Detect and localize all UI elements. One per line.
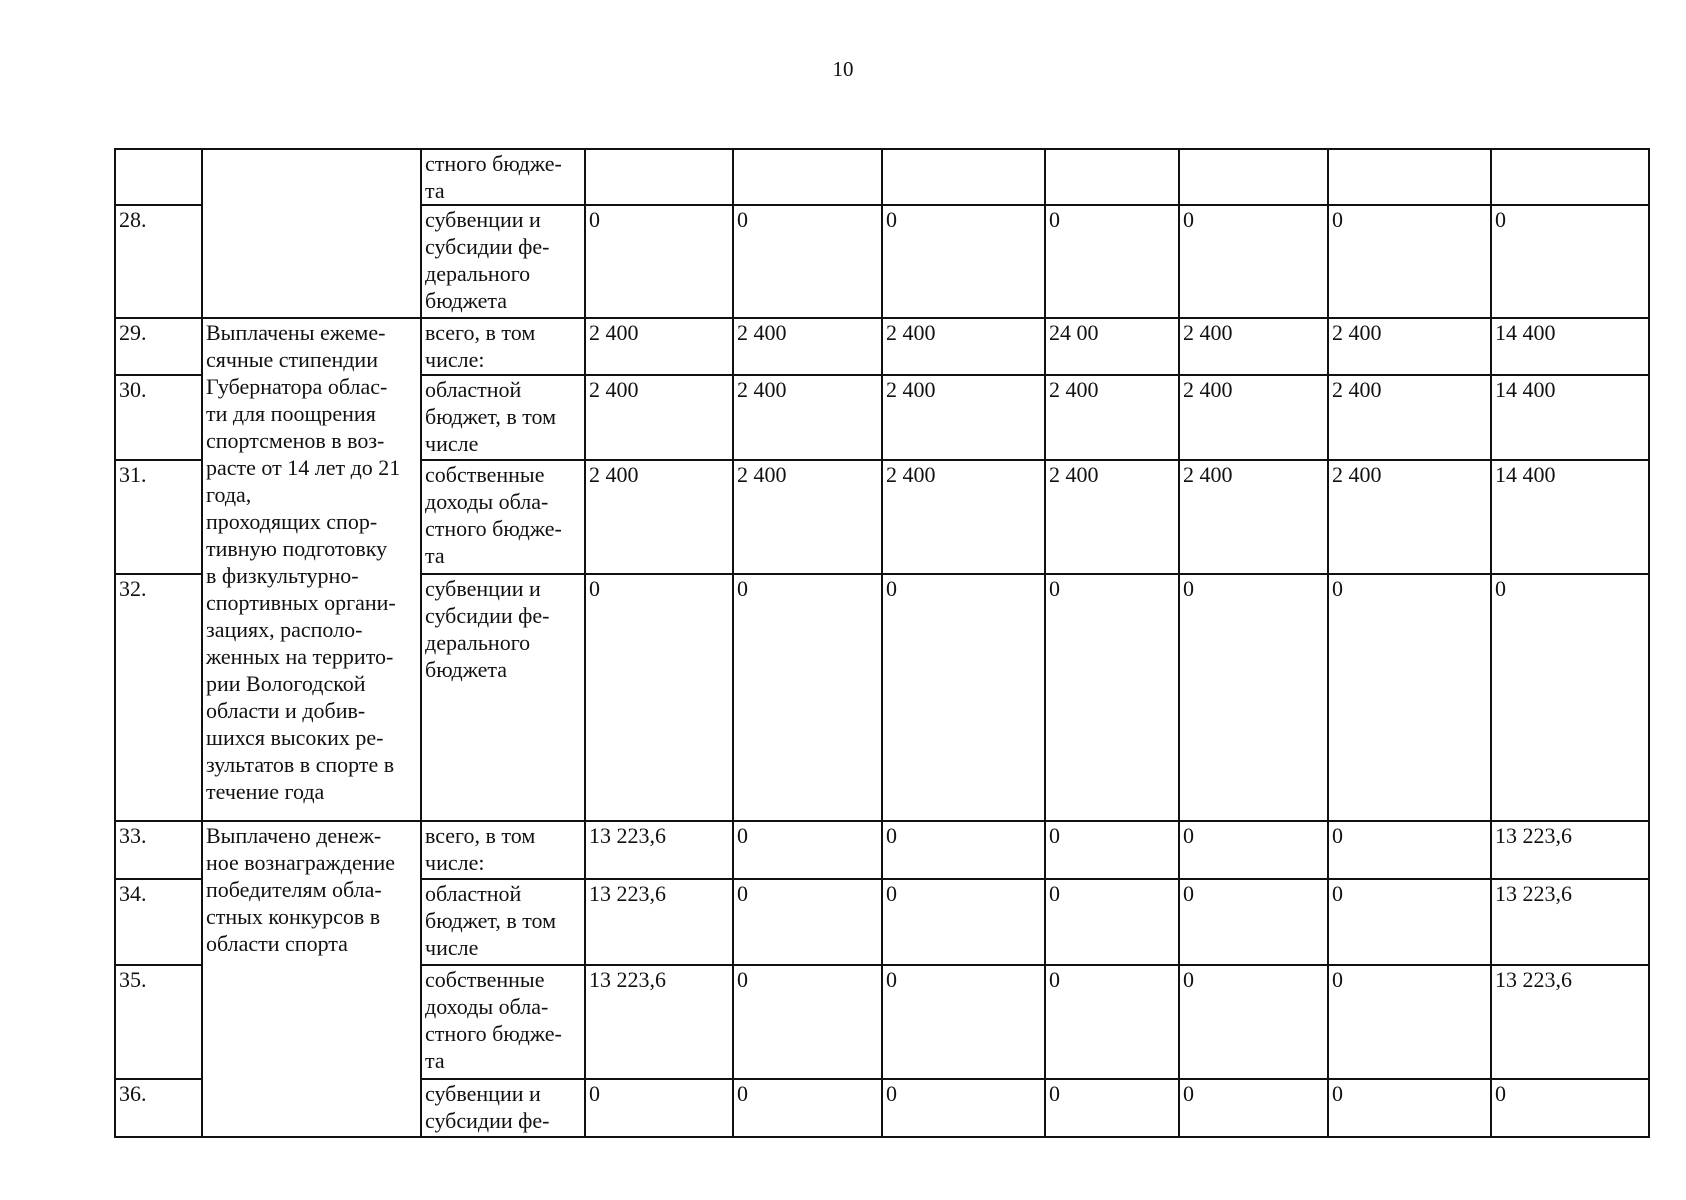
row-number: 34. (115, 879, 202, 965)
value-cell: 0 (733, 821, 882, 879)
value-cell: 0 (1328, 965, 1491, 1079)
value-cell: 0 (733, 1079, 882, 1137)
value-cell: 0 (1045, 574, 1179, 821)
row-description (202, 149, 421, 318)
value-cell: 0 (733, 205, 882, 318)
value-cell: 2 400 (1328, 460, 1491, 574)
value-cell: 24 00 (1045, 318, 1179, 375)
value-cell: 2 400 (733, 375, 882, 460)
value-cell (733, 149, 882, 205)
value-cell (585, 149, 733, 205)
row-description: Выплачены ежеме- сячные стипендии Губернатора облас- ти для поощрения спортсменов в воз- расте от 14 лет до 21 года, проходящих спор- тивную подготовку в физкультурно- спортивных органи- зациях, располо- женных на террито- рии Вологодской области и добив- шихся высоких ре- зультатов в спорте в течение года (202, 318, 421, 821)
value-cell: 14 400 (1491, 318, 1649, 375)
row-description: Выплачено денеж- ное вознаграждение победителям обла- стных конкурсов в области спорта (202, 821, 421, 1137)
value-cell: 0 (585, 1079, 733, 1137)
value-cell: 2 400 (1328, 318, 1491, 375)
value-cell: 13 223,6 (585, 879, 733, 965)
value-cell: 2 400 (1328, 375, 1491, 460)
value-cell (1045, 149, 1179, 205)
value-cell: 0 (733, 879, 882, 965)
value-cell: 2 400 (882, 460, 1045, 574)
table-row (115, 149, 1649, 205)
value-cell (1491, 149, 1649, 205)
value-cell: 0 (1328, 879, 1491, 965)
value-cell: 0 (882, 821, 1045, 879)
funding-source: субвенции и субсидии фе- дерального бюджета (421, 574, 585, 821)
funding-source: всего, в том числе: (421, 318, 585, 375)
budget-table (114, 148, 1650, 1138)
value-cell (1179, 149, 1328, 205)
row-number: 29. (115, 318, 202, 375)
value-cell: 0 (1491, 1079, 1649, 1137)
value-cell: 0 (1179, 965, 1328, 1079)
value-cell: 0 (585, 205, 733, 318)
value-cell: 0 (882, 879, 1045, 965)
value-cell: 0 (1179, 205, 1328, 318)
row-number: 32. (115, 574, 202, 821)
value-cell: 0 (585, 574, 733, 821)
funding-source: всего, в том числе: (421, 821, 585, 879)
value-cell: 13 223,6 (1491, 965, 1649, 1079)
funding-source: собственные доходы обла- стного бюдже- та (421, 460, 585, 574)
value-cell: 13 223,6 (1491, 821, 1649, 879)
funding-source: субвенции и субсидии фе- (421, 1079, 585, 1137)
value-cell: 0 (1045, 879, 1179, 965)
funding-source: стного бюдже- та (421, 149, 585, 205)
table-row (115, 821, 1649, 879)
value-cell: 2 400 (733, 460, 882, 574)
value-cell: 0 (882, 965, 1045, 1079)
value-cell: 0 (733, 574, 882, 821)
value-cell: 0 (1491, 205, 1649, 318)
value-cell: 2 400 (585, 318, 733, 375)
value-cell: 0 (882, 205, 1045, 318)
row-number (115, 149, 202, 205)
value-cell: 0 (1045, 1079, 1179, 1137)
value-cell: 0 (882, 574, 1045, 821)
row-number: 35. (115, 965, 202, 1079)
value-cell: 2 400 (1179, 460, 1328, 574)
value-cell: 13 223,6 (585, 965, 733, 1079)
value-cell: 0 (882, 1079, 1045, 1137)
value-cell: 2 400 (1045, 375, 1179, 460)
value-cell: 0 (1328, 1079, 1491, 1137)
value-cell: 14 400 (1491, 375, 1649, 460)
value-cell: 0 (1328, 574, 1491, 821)
value-cell: 13 223,6 (1491, 879, 1649, 965)
value-cell: 14 400 (1491, 460, 1649, 574)
value-cell: 0 (1179, 574, 1328, 821)
value-cell: 2 400 (882, 375, 1045, 460)
value-cell: 0 (1179, 821, 1328, 879)
value-cell: 0 (1491, 574, 1649, 821)
value-cell (882, 149, 1045, 205)
row-number: 30. (115, 375, 202, 460)
value-cell: 0 (1179, 1079, 1328, 1137)
value-cell: 0 (1179, 879, 1328, 965)
funding-source: субвенции и субсидии фе- дерального бюджета (421, 205, 585, 318)
table-row (115, 318, 1649, 375)
value-cell: 2 400 (585, 460, 733, 574)
value-cell: 2 400 (1045, 460, 1179, 574)
value-cell: 2 400 (733, 318, 882, 375)
funding-source: собственные доходы обла- стного бюдже- та (421, 965, 585, 1079)
value-cell: 2 400 (882, 318, 1045, 375)
value-cell: 0 (1045, 965, 1179, 1079)
row-number: 31. (115, 460, 202, 574)
row-number: 28. (115, 205, 202, 318)
page-number: 10 (832, 57, 854, 81)
value-cell: 2 400 (1179, 318, 1328, 375)
funding-source: областной бюджет, в том числе (421, 375, 585, 460)
value-cell (1328, 149, 1491, 205)
value-cell: 0 (1045, 821, 1179, 879)
row-number: 36. (115, 1079, 202, 1137)
value-cell: 0 (1045, 205, 1179, 318)
value-cell: 2 400 (1179, 375, 1328, 460)
value-cell: 0 (733, 965, 882, 1079)
funding-source: областной бюджет, в том числе (421, 879, 585, 965)
value-cell: 0 (1328, 821, 1491, 879)
value-cell: 0 (1328, 205, 1491, 318)
value-cell: 13 223,6 (585, 821, 733, 879)
row-number: 33. (115, 821, 202, 879)
value-cell: 2 400 (585, 375, 733, 460)
